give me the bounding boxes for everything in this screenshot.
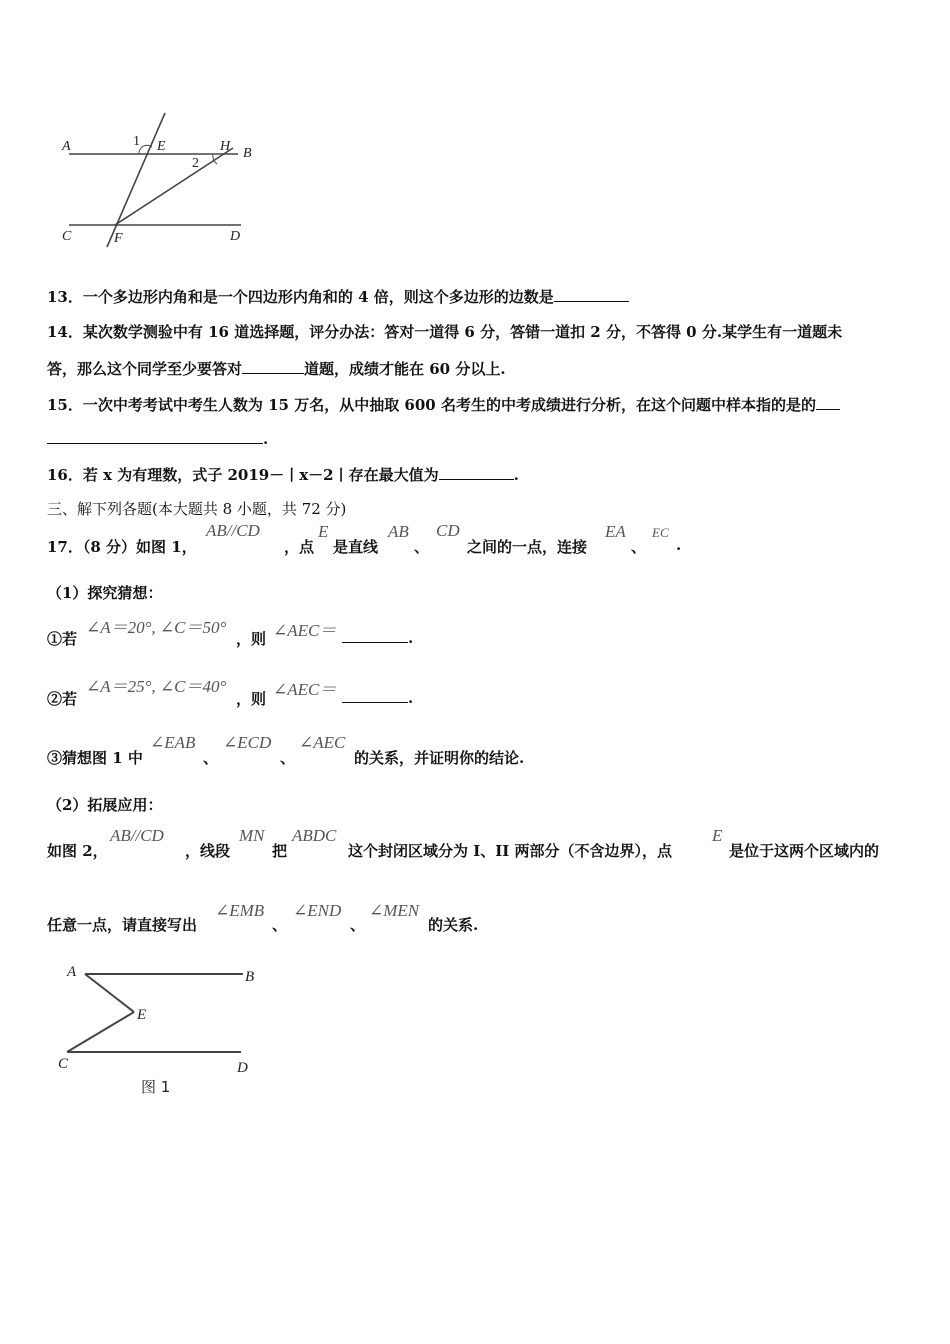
q17-p3-sep2: 、	[280, 749, 296, 767]
label-D: D	[230, 229, 241, 244]
q17-intro-c: 是直线	[333, 538, 379, 556]
label-A: A	[62, 139, 71, 154]
q17-p3-suffix: 的关系，并证明你的结论.	[354, 749, 525, 767]
q17-intro-b: ，点	[284, 538, 315, 556]
fig1-label-E: E	[137, 1007, 147, 1023]
question-13	[47, 286, 629, 307]
q17-math-ea: EA	[605, 522, 626, 541]
q17-intro-d: 之间的一点，连接	[467, 538, 588, 556]
q17-ext-a: 如图 2，	[47, 842, 108, 860]
fig1-line-ec	[67, 1012, 134, 1052]
q17-part1-title: （1）探究猜想：	[47, 584, 163, 602]
q17-ext-b: ，线段	[185, 842, 231, 860]
label-B: B	[243, 146, 252, 161]
q17-sep1: 、	[414, 538, 430, 556]
label-1: 1	[133, 134, 140, 149]
label-2: 2	[192, 156, 199, 171]
q17-p2-expr: ∠AEC＝	[273, 680, 337, 699]
label-C: C	[62, 229, 72, 244]
fig1-label-B: B	[245, 969, 255, 985]
q17-ext-e-point: E	[712, 826, 723, 845]
q17-p2-answer-blank[interactable]	[342, 688, 408, 703]
q17-ext-ab-parallel-cd: AB//CD	[110, 826, 164, 845]
q17-p1-answer-blank[interactable]	[342, 628, 408, 643]
q17-ext2-b: 的关系.	[428, 916, 479, 934]
fig1-label-D: D	[237, 1060, 248, 1076]
q17-p1-answer	[342, 628, 413, 647]
q17-p1-mid: ，则	[236, 630, 267, 648]
q16-answer-blank[interactable]	[439, 465, 514, 480]
fig1-line-ae	[85, 974, 134, 1012]
question-14-line1: 14．某次数学测验中有 16 道选择题，评分办法：答对一道得 6 分，答错一道扣 2 分，不答得 0 分.某学生有一道题未	[47, 323, 843, 341]
q17-p3-angle-aec: ∠AEC	[299, 733, 346, 752]
q17-ext-abdc: ABDC	[292, 826, 337, 845]
q13-answer-blank[interactable]	[554, 287, 629, 302]
q17-math-e: E	[318, 522, 329, 541]
q17-math-cd: CD	[436, 521, 460, 540]
q17-p2-prefix: ②若	[47, 690, 78, 708]
q17-p2-end: .	[408, 689, 414, 707]
q17-ext-d: 这个封闭区域分为 I、II 两部分（不含边界），点	[348, 842, 672, 860]
q17-p1-prefix: ①若	[47, 630, 78, 648]
question-15-line2	[47, 429, 268, 448]
question-16	[47, 464, 519, 485]
q17-p3-angle-ecd: ∠ECD	[223, 733, 272, 752]
q17-intro-e: .	[676, 536, 682, 554]
q17-p1-expr: ∠AEC＝	[273, 621, 337, 640]
q17-p3-sep1: 、	[203, 749, 219, 767]
label-E: E	[157, 139, 166, 154]
q17-p3-prefix: ③猜想图 1 中	[47, 749, 143, 767]
q17-ext2-sep2: 、	[350, 916, 366, 934]
q17-ext2-sep1: 、	[272, 916, 288, 934]
q17-math-ec: EC	[652, 525, 669, 540]
q17-p1-condition: ∠A＝20°, ∠C＝50°	[86, 618, 227, 637]
q17-ext-c: 把	[272, 842, 288, 860]
q17-ext2-a: 任意一点，请直接写出	[47, 916, 198, 934]
q13-text: 13．一个多边形内角和是一个四边形内角和的 4 倍，则这个多边形的边数是	[47, 288, 554, 306]
q14-text-a: 答，那么这个同学至少要答对	[47, 360, 243, 378]
q17-sep2: 、	[631, 538, 647, 556]
q17-math-ab-parallel-cd: AB//CD	[206, 521, 260, 540]
q15-text: 15．一次中考考试中考生人数为 15 万名，从中抽取 600 名考生的中考成绩进行分析，在这个问题中样本指的是的	[47, 396, 816, 414]
q17-ext2-angle-men: ∠MEN	[369, 901, 420, 920]
fig1-caption: 图 1	[141, 1078, 171, 1096]
q17-p2-condition: ∠A＝25°, ∠C＝40°	[86, 677, 227, 696]
q17-ext2-angle-emb: ∠EMB	[215, 901, 265, 920]
q15-answer-blank-a[interactable]	[816, 395, 840, 410]
q17-ext2-angle-end: ∠END	[293, 901, 342, 920]
q16-text-a: 16．若 x 为有理数，式子 2019－丨x－2丨存在最大值为	[47, 466, 439, 484]
q14-text-b: 道题，成绩才能在 60 分以上.	[304, 360, 506, 378]
q17-math-ab: AB	[388, 522, 409, 541]
q17-p1-end: .	[408, 629, 414, 647]
q17-p3-angle-eab: ∠EAB	[150, 733, 196, 752]
fig1-label-C: C	[58, 1056, 69, 1072]
q15-tail: .	[263, 430, 269, 448]
q17-p2-answer	[342, 688, 413, 707]
q17-p2-mid: ，则	[236, 690, 267, 708]
label-F: F	[114, 231, 123, 246]
question-15-line1	[47, 394, 840, 415]
question-14-line2	[47, 358, 506, 379]
q17-part2-title: （2）拓展应用：	[47, 796, 163, 814]
section-3-title: 三、解下列各题(本大题共 8 小题，共 72 分)	[47, 500, 347, 518]
q15-answer-blank-b[interactable]	[47, 429, 263, 444]
fig1-label-A: A	[67, 964, 77, 980]
q14-answer-blank[interactable]	[242, 359, 304, 374]
figure-1	[55, 958, 270, 1098]
q16-text-b: .	[513, 466, 519, 484]
q17-intro-a: 17．（8 分）如图 1，	[47, 538, 197, 556]
figure-parallel-lines-top	[55, 105, 275, 255]
q17-ext-e: 是位于这两个区域内的	[729, 842, 880, 860]
q17-ext-mn: MN	[239, 826, 265, 845]
label-H: H	[220, 139, 231, 154]
